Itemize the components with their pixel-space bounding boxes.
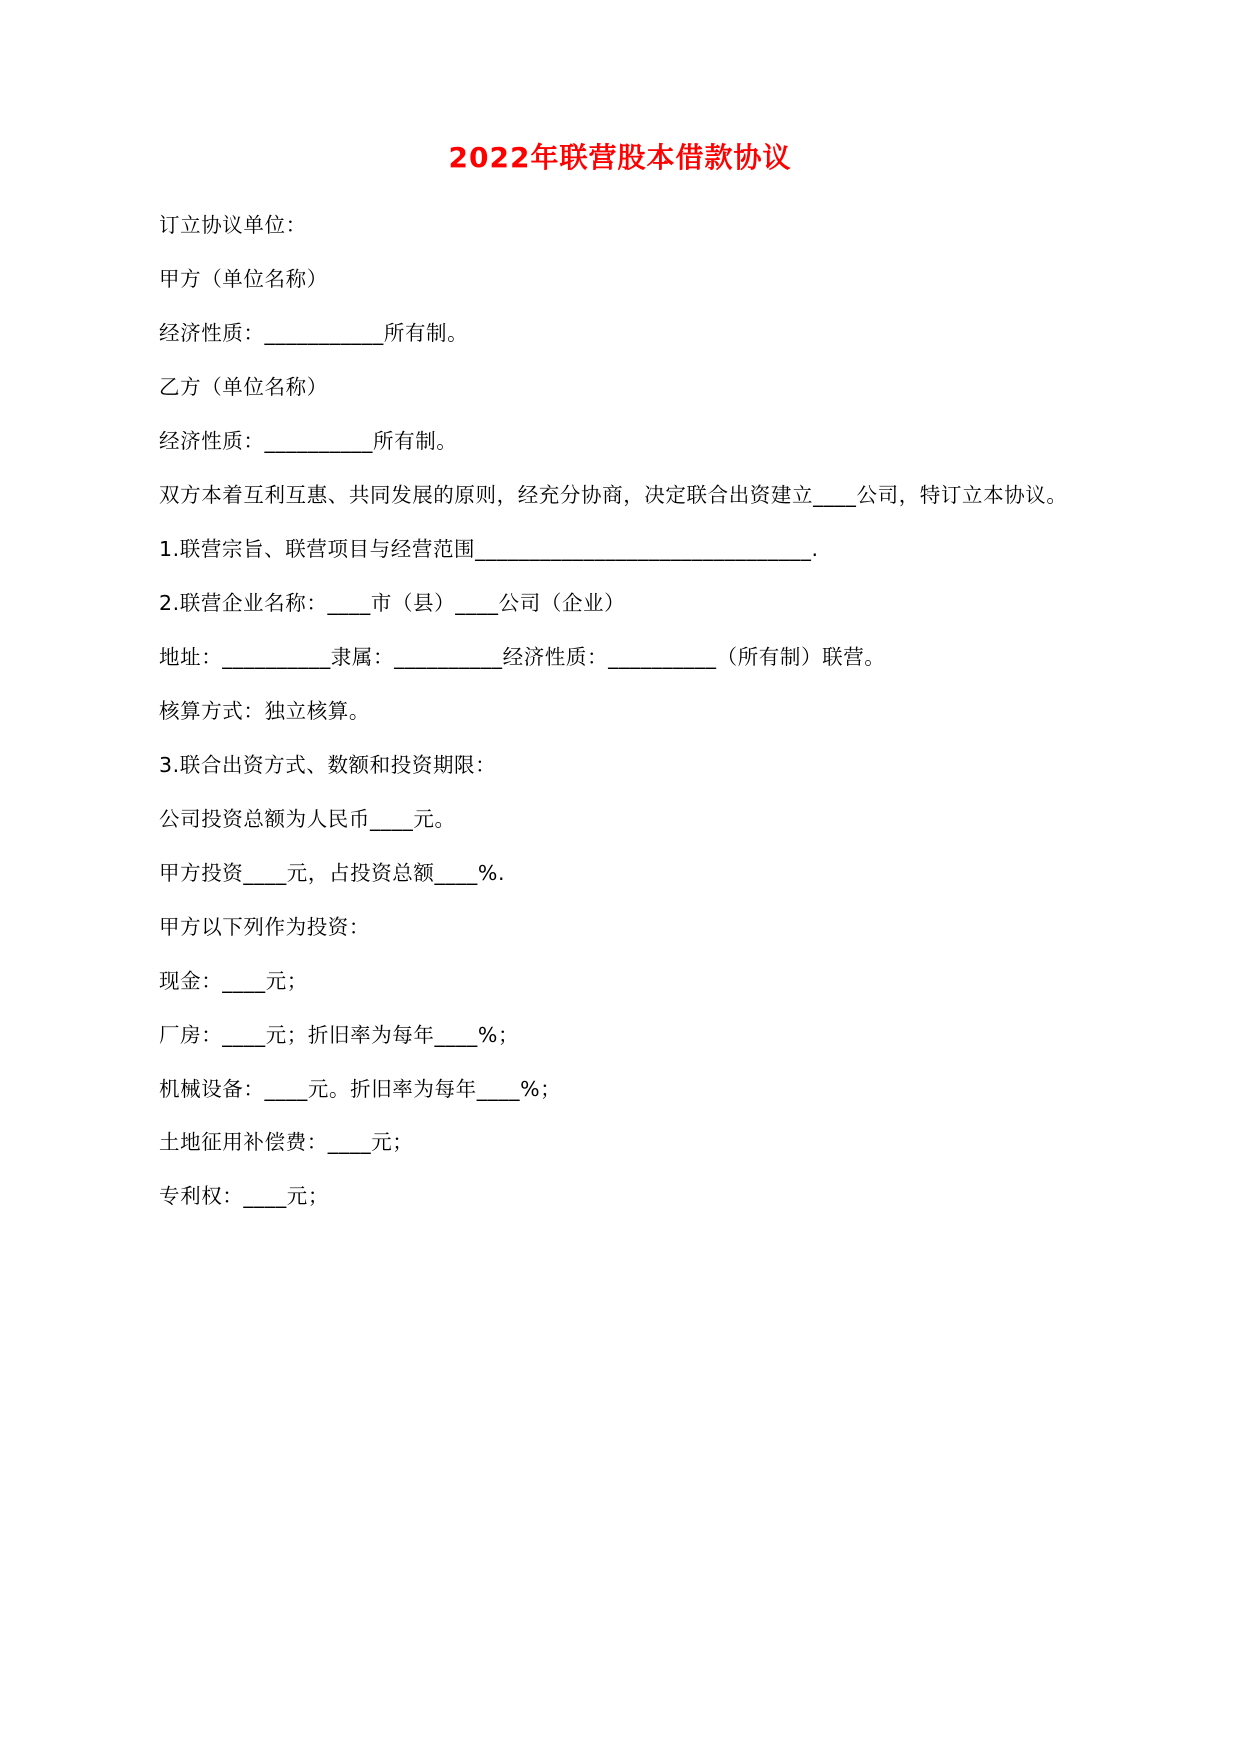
paragraph: 2.联营企业名称：____市（县）____公司（企业） <box>159 590 626 615</box>
paragraph: 乙方（单位名称） <box>159 374 328 399</box>
paragraph: 地址：__________隶属：__________经济性质：__________（所有制）联营。 <box>159 644 886 669</box>
paragraph: 经济性质：__________所有制。 <box>159 428 458 453</box>
page-title: 2022年联营股本借款协议 <box>448 141 792 174</box>
paragraph: 专利权：____元； <box>159 1184 329 1209</box>
paragraph: 双方本着互利互惠、共同发展的原则，经充分协商，决定联合出资建立____公司，特订立本协议。 <box>159 482 1068 507</box>
paragraph: 经济性质：___________所有制。 <box>159 320 469 345</box>
paragraph: 甲方（单位名称） <box>159 266 328 291</box>
paragraph: 订立协议单位： <box>159 213 307 237</box>
document-body <box>118 206 1122 1217</box>
paragraph: 公司投资总额为人民币____元。 <box>159 806 456 831</box>
paragraph: 核算方式：独立核算。 <box>159 698 370 723</box>
paragraph: 甲方以下列作为投资： <box>159 914 370 939</box>
paragraph: 机械设备：____元。折旧率为每年____%； <box>159 1076 562 1101</box>
paragraph: 3.联合出资方式、数额和投资期限： <box>159 752 497 777</box>
paragraph: 1.联营宗旨、联营项目与经营范围_______________________________. <box>159 536 819 561</box>
paragraph: 现金：____元； <box>159 968 308 993</box>
paragraph: 土地征用补偿费：____元； <box>159 1130 414 1155</box>
paragraph: 甲方投资____元，占投资总额____%. <box>159 860 506 885</box>
paragraph: 厂房：____元；折旧率为每年____%； <box>159 1022 520 1047</box>
